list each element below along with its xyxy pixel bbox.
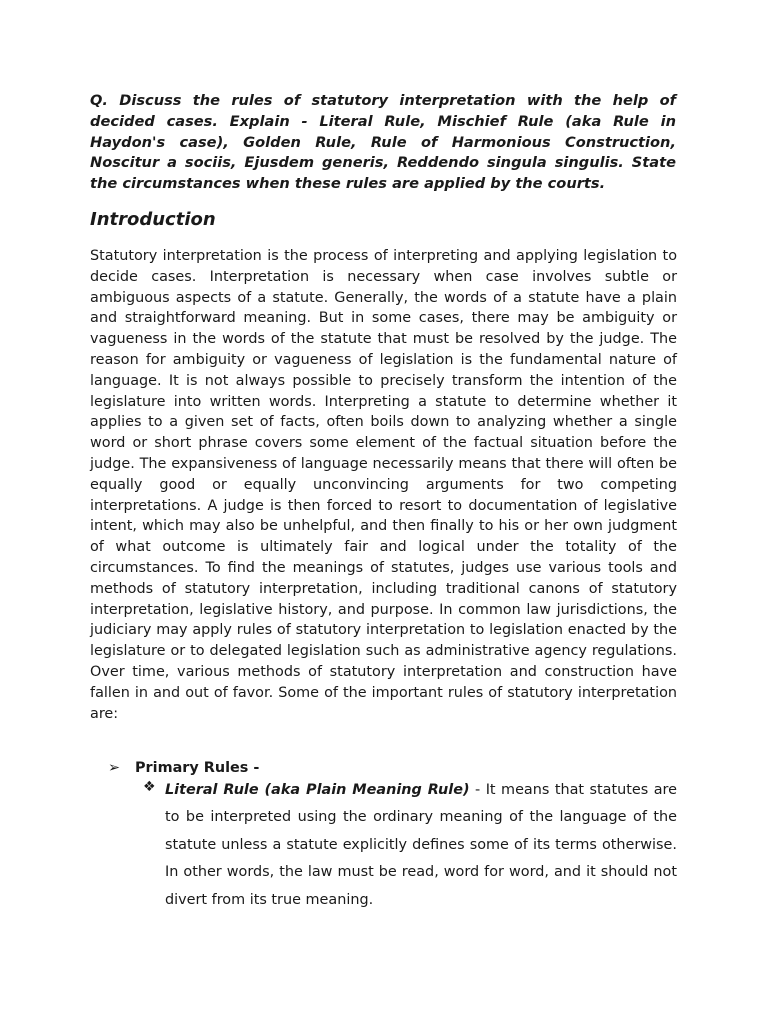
- question-text: Q. Discuss the rules of statutory interpretation with the help of decided cases. Explain - Literal Rule, Mischief Rule (aka Rule in Haydon's case), Golden Rule, Rule of Harmonious Construction, Noscitur a sociis, Ejusdem generis, Reddendo singula singulis. State the circumstances when these rules are applied by the courts.: [90, 92, 676, 193]
- literal-rule-term: Literal Rule (aka Plain Meaning Rule): [165, 782, 470, 798]
- literal-rule-description: - It means that statutes are to be interpreted using the ordinary meaning of the language of the statute unless a statute explicitly defines some of its terms otherwise. In other words, the law must be read, word for word, and it should not divert from its true meaning.: [165, 782, 678, 908]
- arrow-bullet-icon: ➢: [108, 760, 121, 776]
- literal-rule-item: [165, 777, 677, 914]
- section-heading: Introduction: [90, 209, 216, 230]
- primary-rules-label: Primary Rules -: [135, 760, 260, 776]
- intro-paragraph: Statutory interpretation is the process of interpreting and applying legislation to decide cases. Interpretation is necessary when case involves subtle or ambiguous aspects of a statute. Generally, the words of a statute have a plain and straightforward meaning. But in some cases, there may be ambiguity or vagueness in the words of the statute that must be resolved by the judge. The reason for ambiguity or vagueness of legislation is the fundamental nature of language. It is not always possible to precisely transform the intention of the legislature into written words. Interpreting a statute to determine whether it applies to a given set of facts, often boils down to analyzing whether a single word or short phrase covers some element of the factual situation before the judge. The expansiveness of language necessarily means that there will often be equally good or equally unconvincing arguments for two competing interpretations. A judge is then forced to resort to documentation of legislative intent, which may also be unhelpful, and then finally to his or her own judgment of what outcome is ultimately fair and logical under the totality of the circumstances. To find the meanings of statutes, judges use various tools and methods of statutory interpretation, including traditional canons of statutory interpretation, legislative history, and purpose. In common law jurisdictions, the judiciary may apply rules of statutory interpretation to legislation enacted by the legislature or to delegated legislation such as administrative agency regulations. Over time, various methods of statutory interpretation and construction have fallen in and out of favor. Some of the important rules of statutory interpretation are:: [90, 248, 677, 722]
- diamond-bullet-icon: ❖: [143, 779, 156, 795]
- primary-rules-item: [108, 758, 259, 778]
